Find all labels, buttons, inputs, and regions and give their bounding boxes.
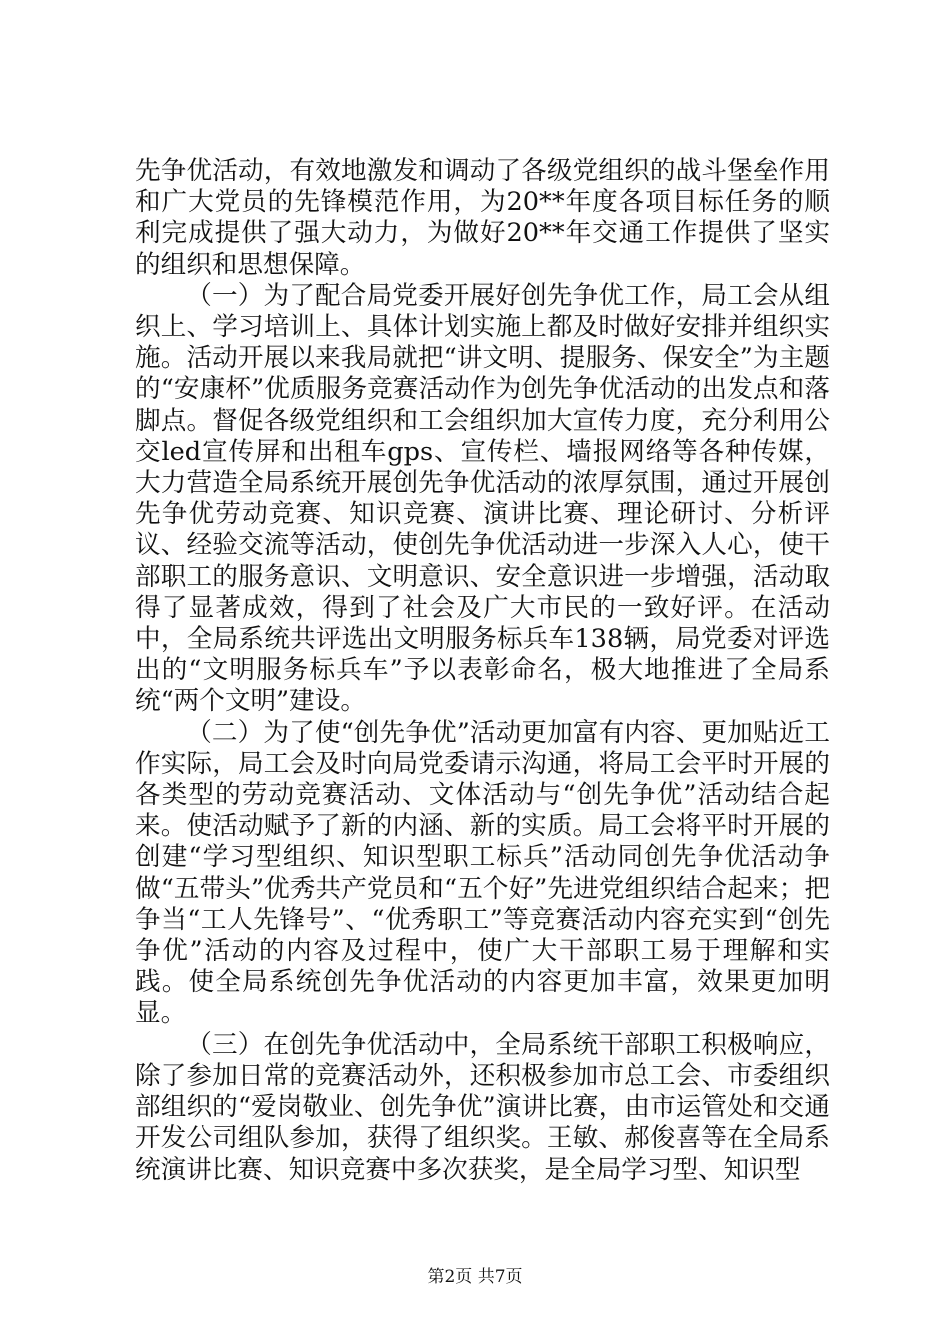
paragraph-section-1: （一）为了配合局党委开展好创先争优工作，局工会从组织上、学习培训上、具体计划实施上都及时做好安排并组织实施。活动开展以来我局就把“讲文明、提服务、保安全”为主题的“安康杯”优质服务竞赛活动作为创先争优活动的出发点和落脚点。督促各级党组织和工会组织加大宣传力度，充分利用公交led宣传屏和出租车gps、宣传栏、墙报网络等各种传媒，大力营造全局系统开展创先争优活动的浓厚氛围，通过开展创先争优劳动竞赛、知识竞赛、演讲比赛、理论研讨、分析评议、经验交流等活动，使创先争优活动进一步深入人心，使干部职工的服务意识、文明意识、安全意识进一步增强，活动取得了显著成效，得到了社会及广大市民的一致好评。在活动中，全局系统共评选出文明服务标兵车138辆，局党委对评选出的“文明服务标兵车”予以表彰命名，极大地推进了全局系统“两个文明”建设。 bbox=[135, 280, 830, 717]
paragraph-section-3: （三）在创先争优活动中，全局系统干部职工积极响应，除了参加日常的竞赛活动外，还积极参加市总工会、市委组织部组织的“爱岗敬业、创先争优”演讲比赛，由市运管处和交通开发公司组队参加，获得了组织奖。王敏、郝俊喜等在全局系统演讲比赛、知识竞赛中多次获奖，是全局学习型、知识型 bbox=[135, 1029, 830, 1185]
paragraph-section-2: （二）为了使“创先争优”活动更加富有内容、更加贴近工作实际，局工会及时向局党委请示沟通，将局工会平时开展的各类型的劳动竞赛活动、文体活动与“创先争优”活动结合起来。使活动赋予了新的内涵、新的实质。局工会将平时开展的创建“学习型组织、知识型职工标兵”活动同创先争优活动争做“五带头”优秀共产党员和“五个好”先进党组织结合起来；把争当“工人先锋号”、“优秀职工”等竞赛活动内容充实到“创先争优”活动的内容及过程中，使广大干部职工易于理解和实践。使全局系统创先争优活动的内容更加丰富，效果更加明显。 bbox=[135, 717, 830, 1029]
paragraph-continuation: 先争优活动，有效地激发和调动了各级党组织的战斗堡垒作用和广大党员的先锋模范作用，为20**年度各项目标任务的顺利完成提供了强大动力，为做好20**年交通工作提供了坚实的组织和思想保障。 bbox=[135, 156, 830, 280]
page-number-footer: 第2页 共7页 bbox=[427, 1267, 523, 1287]
document-body bbox=[135, 156, 830, 1186]
